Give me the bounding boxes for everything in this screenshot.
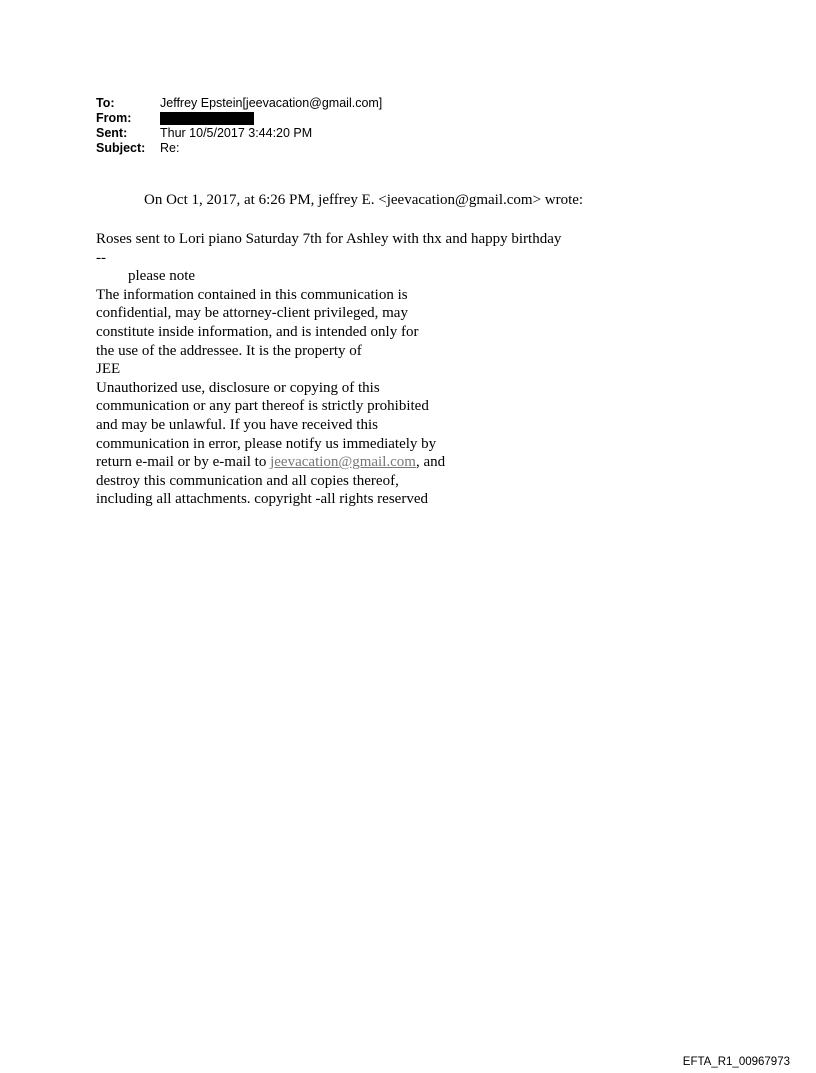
sent-row xyxy=(96,126,382,141)
message-text: Roses sent to Lori piano Saturday 7th for Ashley with thx and happy birthday xyxy=(96,231,562,247)
from-label: From: xyxy=(96,111,132,125)
email-header xyxy=(96,96,382,156)
return-prefix: return e-mail or by e-mail to xyxy=(96,454,271,471)
disclaimer-line: constitute inside information, and is intended only for xyxy=(96,323,419,340)
redaction-block xyxy=(160,112,254,125)
sent-value: Thur 10/5/2017 3:44:20 PM xyxy=(160,126,313,140)
sent-label: Sent: xyxy=(96,126,128,140)
disclaimer-line: confidential, may be attorney-client privileged, may xyxy=(96,305,408,322)
disclaimer-line: JEE xyxy=(96,361,121,378)
email-link[interactable]: jeevacation@gmail.com xyxy=(270,454,416,471)
to-label: To: xyxy=(96,96,115,110)
subject-label: Subject: xyxy=(96,141,146,155)
to-value: Jeffrey Epstein[jeevacation@gmail.com] xyxy=(160,96,383,110)
from-row xyxy=(96,111,382,126)
disclaimer-line: including all attachments. copyright -all rights reserved xyxy=(96,491,428,508)
to-row xyxy=(96,96,382,111)
disclaimer-line: and may be unlawful. If you have received this xyxy=(96,416,378,433)
signature-separator: -- xyxy=(96,249,106,266)
disclaimer-line: communication in error, please notify us immediately by xyxy=(96,435,437,452)
quoted-attribution: On Oct 1, 2017, at 6:26 PM, jeffrey E. <jeevacation@gmail.com> wrote: xyxy=(144,192,584,208)
disclaimer-line: Unauthorized use, disclosure or copying of this xyxy=(96,379,380,396)
disclaimer-line: the use of the addressee. It is the property of xyxy=(96,342,362,359)
disclaimer-line: The information contained in this communication is xyxy=(96,286,408,303)
message-body xyxy=(96,230,561,509)
disclaimer-return-line xyxy=(96,453,561,472)
please-note: please note xyxy=(128,268,196,285)
return-suffix: , and xyxy=(415,454,446,471)
disclaimer-line: destroy this communication and all copies thereof, xyxy=(96,472,399,489)
subject-row xyxy=(96,141,382,156)
disclaimer-line: communication or any part thereof is strictly prohibited xyxy=(96,398,429,415)
subject-value: Re: xyxy=(160,141,180,155)
document-id: EFTA_R1_00967973 xyxy=(682,1056,790,1068)
